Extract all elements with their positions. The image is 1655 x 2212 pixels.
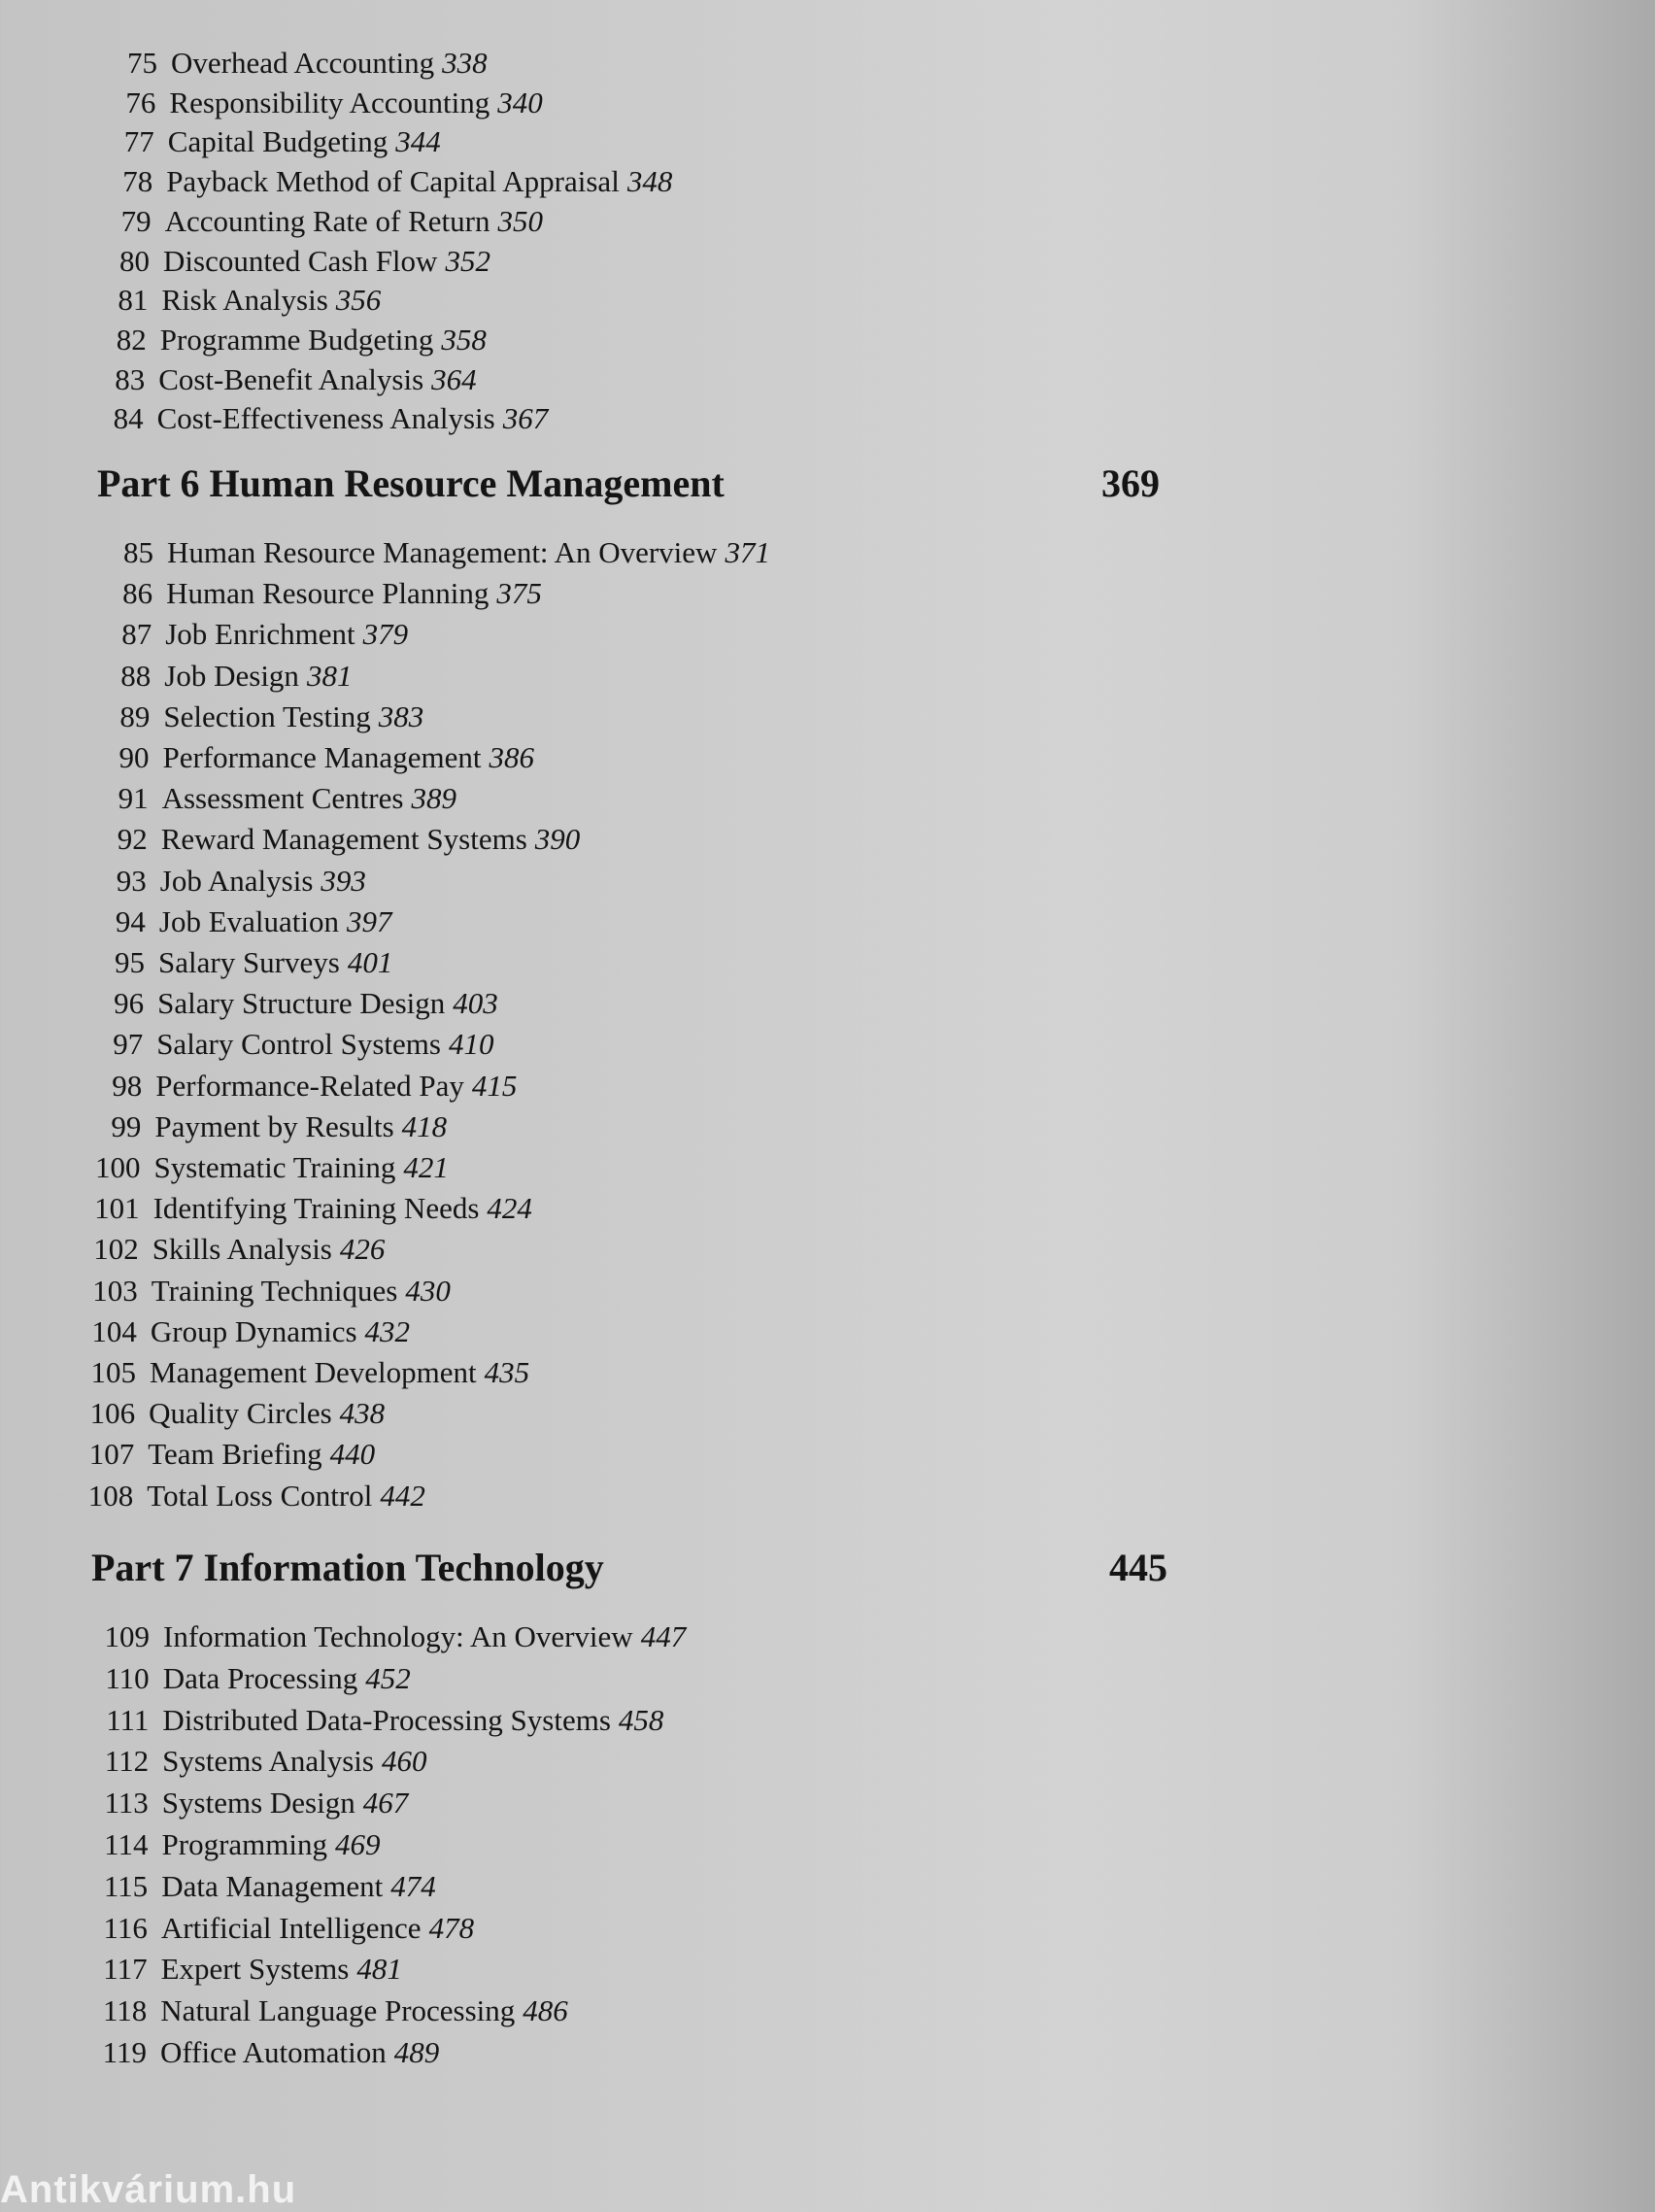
entry-title: Job Analysis [159, 863, 314, 898]
entry-title: Job Enrichment [165, 617, 355, 652]
entry-number: 115 [103, 1868, 149, 1903]
toc-entry [88, 1700, 963, 1741]
entry-number: 96 [114, 986, 145, 1021]
entry-title: Training Techniques [151, 1273, 398, 1308]
entry-number: 116 [103, 1910, 148, 1945]
entry-label-group [163, 1658, 411, 1699]
entry-title: Job Design [164, 658, 299, 693]
toc-entry [79, 1229, 953, 1270]
entry-title: Job Evaluation [158, 903, 339, 938]
entry-title: Salary Control Systems [156, 1027, 441, 1062]
entry-label-group [151, 1311, 410, 1352]
entry-page-number: 379 [362, 617, 409, 652]
toc-entry [78, 1271, 952, 1311]
entry-label-group [161, 1949, 402, 1990]
toc-entry [95, 83, 969, 123]
toc-entry [87, 1949, 962, 1990]
entry-title: Total Loss Control [147, 1478, 373, 1513]
entry-title: Performance-Related Pay [155, 1068, 464, 1103]
entry-page-number: 426 [339, 1232, 386, 1267]
entry-page-number: 403 [453, 986, 498, 1021]
toc-entry [87, 280, 962, 321]
entry-page-number: 469 [335, 1827, 381, 1861]
entry-page-number: 421 [403, 1150, 449, 1184]
entry-label-group [169, 83, 542, 123]
entry-title: Systems Design [161, 1786, 355, 1821]
entry-page-number: 375 [496, 576, 542, 611]
entry-page-number: 424 [487, 1191, 532, 1226]
entry-label-group [160, 861, 366, 902]
entry-title: Risk Analysis [161, 283, 328, 318]
entry-number: 87 [121, 617, 152, 652]
entry-label-group [163, 1616, 686, 1657]
toc-entry [84, 983, 958, 1024]
toc-entry [86, 1991, 961, 2031]
toc-entry [94, 121, 968, 162]
toc-entry [93, 532, 967, 573]
part-7-title: Part 7 Information Technology [91, 1546, 604, 1589]
entry-title: Programme Budgeting [159, 322, 434, 357]
toc-entry [89, 1616, 963, 1657]
entry-page-number: 486 [523, 1993, 568, 2028]
entry-number: 82 [116, 322, 147, 357]
entry-page-number: 344 [395, 124, 441, 159]
entry-page-number: 338 [442, 46, 488, 80]
entry-title: Data Management [161, 1868, 384, 1903]
entry-number: 86 [122, 576, 153, 611]
entry-page-number: 367 [502, 401, 549, 436]
entry-label-group [162, 1741, 426, 1782]
entry-label-group [154, 1106, 447, 1147]
entry-label-group [165, 201, 543, 242]
entry-number: 98 [112, 1068, 143, 1103]
toc-entry [80, 1188, 954, 1229]
entry-label-group [164, 656, 352, 697]
toc-entry [91, 201, 965, 242]
toc-entry [88, 1824, 963, 1865]
entry-page-number: 478 [428, 1910, 475, 1945]
entry-label-group [165, 614, 408, 655]
entry-title: Discounted Cash Flow [163, 243, 438, 278]
toc-entry [92, 161, 966, 202]
entry-title: Assessment Centres [161, 781, 404, 816]
toc-entry [88, 1741, 963, 1782]
entry-label-group [171, 43, 488, 84]
entry-title: Capital Budgeting [167, 124, 388, 159]
toc-entry [81, 1106, 955, 1147]
entry-number: 81 [118, 283, 149, 318]
entry-number: 77 [123, 124, 154, 159]
toc-entry [86, 861, 961, 902]
entry-label-group [161, 819, 581, 860]
entry-number: 113 [104, 1786, 149, 1821]
entry-label-group [149, 1393, 385, 1434]
entry-page-number: 447 [640, 1619, 687, 1653]
entry-page-number: 371 [725, 535, 770, 569]
entry-number: 104 [91, 1313, 137, 1348]
entry-number: 100 [95, 1150, 141, 1184]
entry-number: 112 [104, 1744, 150, 1779]
entry-title: Quality Circles [149, 1396, 332, 1431]
entry-page-number: 401 [347, 945, 393, 979]
toc-entry [89, 697, 963, 737]
entry-page-number: 364 [431, 361, 477, 396]
entry-label-group [156, 1024, 493, 1065]
entry-label-group [162, 1824, 381, 1865]
entry-label-group [155, 1066, 517, 1106]
entry-number: 114 [104, 1827, 149, 1861]
toc-entry [85, 902, 960, 942]
entry-page-number: 489 [393, 2035, 440, 2069]
entry-title: Programming [161, 1827, 327, 1861]
entry-title: Skills Analysis [152, 1232, 332, 1267]
entry-page-number: 467 [362, 1786, 409, 1821]
entry-title: Performance Management [162, 740, 482, 774]
entry-page-number: 452 [365, 1660, 411, 1695]
entry-page-number: 352 [445, 243, 490, 278]
toc-entry [83, 1024, 957, 1065]
entry-label-group [162, 1783, 408, 1823]
entry-title: Payment by Results [154, 1108, 394, 1143]
entry-page-number: 438 [339, 1396, 386, 1431]
entry-title: Systematic Training [153, 1150, 396, 1184]
part-6-page: 369 [1101, 461, 1160, 505]
entry-page-number: 460 [382, 1744, 427, 1779]
entry-number: 89 [119, 698, 151, 733]
entry-number: 108 [87, 1478, 134, 1513]
entry-number: 109 [104, 1619, 150, 1653]
entry-number: 99 [111, 1108, 142, 1143]
entry-number: 92 [117, 822, 148, 857]
entry-label-group [152, 1229, 386, 1270]
toc-entry [88, 778, 963, 819]
entry-page-number: 389 [411, 781, 456, 816]
entry-number: 101 [94, 1191, 140, 1226]
entry-title: Reward Management Systems [160, 822, 527, 857]
entry-title: Artificial Intelligence [160, 1910, 422, 1945]
entry-number: 106 [89, 1396, 136, 1431]
entry-title: Selection Testing [163, 698, 371, 733]
entry-title: Systems Analysis [162, 1744, 374, 1779]
entry-number: 91 [118, 781, 149, 816]
entry-page-number: 397 [347, 903, 392, 938]
entry-page-number: 390 [534, 822, 581, 857]
entry-page-number: 381 [306, 658, 353, 693]
entry-title: Responsibility Accounting [169, 85, 490, 119]
entry-page-number: 432 [364, 1313, 411, 1348]
entry-title: Identifying Training Needs [152, 1191, 480, 1226]
entry-page-number: 430 [405, 1273, 451, 1308]
entry-label-group [160, 320, 487, 360]
toc-entry [91, 614, 965, 655]
entry-page-number: 358 [441, 322, 487, 357]
entry-page-number: 415 [471, 1068, 518, 1103]
entry-number: 93 [116, 863, 147, 898]
toc-entry [87, 1908, 962, 1949]
entry-label-group [162, 1700, 663, 1741]
entry-label-group [158, 359, 476, 400]
entry-number: 75 [127, 46, 157, 80]
entry-label-group [161, 280, 381, 321]
entry-label-group [157, 398, 549, 439]
entry-label-group [159, 902, 392, 942]
entry-label-group [167, 532, 770, 573]
entry-title: Data Processing [162, 1660, 358, 1695]
entry-label-group [166, 573, 542, 614]
entry-number: 105 [90, 1355, 136, 1389]
entry-page-number: 383 [378, 698, 424, 733]
entry-number: 97 [113, 1027, 144, 1062]
entry-title: Human Resource Management: An Overview [167, 535, 718, 569]
toc-entry [89, 1658, 963, 1699]
entry-title: Information Technology: An Overview [163, 1619, 633, 1653]
entry-number: 83 [115, 361, 146, 396]
entry-number: 78 [122, 164, 153, 199]
toc-entry [89, 241, 963, 282]
entry-label-group [163, 241, 490, 282]
entry-label-group [158, 942, 392, 983]
entry-number: 80 [119, 243, 150, 278]
toc-entry [86, 2032, 961, 2073]
entry-title: Group Dynamics [150, 1313, 357, 1348]
entry-number: 119 [102, 2035, 147, 2069]
entry-title: Salary Surveys [158, 945, 340, 979]
entry-label-group [163, 737, 534, 778]
entry-page-number: 350 [497, 203, 543, 238]
entry-title: Payback Method of Capital Appraisal [166, 164, 620, 199]
entry-page-number: 356 [335, 283, 382, 318]
toc-entry [92, 573, 966, 614]
entry-number: 107 [88, 1437, 135, 1472]
entry-label-group [168, 121, 441, 162]
entry-page-number: 340 [497, 85, 543, 119]
toc-entry [86, 320, 961, 360]
entry-title: Distributed Data-Processing Systems [162, 1702, 611, 1737]
entry-number: 102 [93, 1232, 139, 1267]
entry-page-number: 442 [380, 1478, 425, 1513]
part-6-title: Part 6 Human Resource Management [97, 461, 725, 505]
entry-page-number: 393 [321, 863, 366, 898]
entry-number: 90 [118, 740, 150, 774]
entry-title: Cost-Benefit Analysis [158, 361, 424, 396]
entry-title: Office Automation [160, 2035, 387, 2069]
entry-label-group [166, 161, 672, 202]
entry-label-group [148, 1434, 375, 1475]
entry-label-group [160, 2032, 439, 2073]
entry-page-number: 474 [390, 1868, 436, 1903]
entry-number: 84 [113, 401, 144, 436]
toc-entry [88, 1783, 963, 1823]
entry-label-group [154, 1147, 449, 1188]
toc-entry [84, 398, 958, 439]
entry-label-group [147, 1476, 425, 1516]
entry-number: 94 [115, 903, 146, 938]
toc-entry [77, 1311, 951, 1352]
entry-title: Management Development [150, 1355, 477, 1389]
entry-number: 117 [103, 1952, 148, 1987]
entry-title: Natural Language Processing [160, 1993, 516, 2028]
entry-title: Accounting Rate of Return [164, 203, 490, 238]
toc-entry [90, 656, 964, 697]
entry-page-number: 440 [329, 1437, 376, 1472]
toc-entry [73, 1476, 947, 1516]
entry-label-group [163, 697, 423, 737]
entry-number: 79 [120, 203, 152, 238]
entry-page-number: 348 [626, 164, 673, 199]
entry-number: 76 [125, 85, 156, 119]
toc-entry [75, 1393, 949, 1434]
entry-title: Team Briefing [148, 1437, 322, 1472]
toc-entry [84, 942, 959, 983]
entry-label-group [160, 1991, 568, 2031]
toc-entry [76, 1352, 950, 1393]
entry-number: 88 [120, 658, 152, 693]
entry-label-group [162, 778, 456, 819]
toc-entry [74, 1434, 948, 1475]
entry-number: 110 [105, 1660, 150, 1695]
entry-number: 103 [92, 1273, 138, 1308]
entry-label-group [161, 1866, 436, 1907]
toc-entry [87, 1866, 962, 1907]
entry-label-group [157, 983, 498, 1024]
entry-label-group [152, 1271, 451, 1311]
entry-page-number: 418 [401, 1108, 448, 1143]
entry-title: Expert Systems [160, 1952, 350, 1987]
entry-number: 95 [115, 945, 145, 979]
toc-entry [82, 1066, 956, 1106]
toc-entry [84, 359, 959, 400]
entry-number: 85 [123, 535, 153, 569]
entry-title: Salary Structure Design [157, 986, 446, 1021]
entry-page-number: 481 [356, 1952, 402, 1987]
entry-title: Cost-Effectiveness Analysis [156, 401, 495, 436]
part-7-page: 445 [1109, 1546, 1167, 1589]
entry-number: 111 [106, 1702, 150, 1737]
entry-number: 118 [102, 1993, 148, 2028]
entry-label-group [150, 1352, 529, 1393]
entry-page-number: 386 [489, 740, 534, 774]
entry-label-group [161, 1908, 474, 1949]
entry-title: Overhead Accounting [171, 46, 435, 80]
toc-entry [97, 43, 971, 84]
entry-page-number: 410 [448, 1027, 494, 1062]
entry-title: Human Resource Planning [166, 576, 490, 611]
watermark: Antikvárium.hu [0, 2168, 297, 2211]
entry-label-group [153, 1188, 532, 1229]
toc-entry [81, 1147, 955, 1188]
entry-page-number: 458 [618, 1702, 664, 1737]
toc-entry [89, 737, 963, 778]
entry-page-number: 435 [484, 1355, 530, 1389]
toc-entry [87, 819, 962, 860]
